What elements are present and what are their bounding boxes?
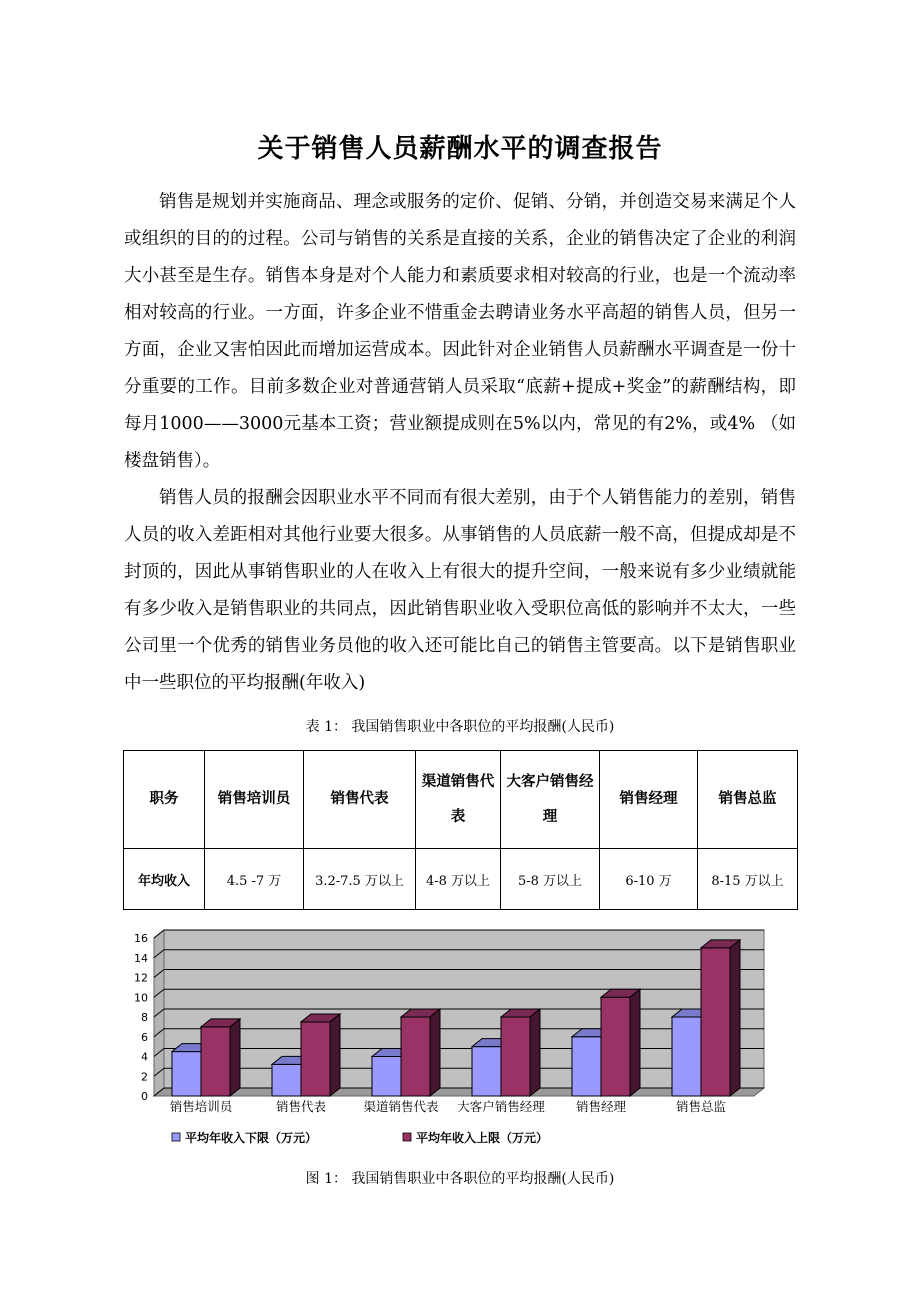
paragraph-salary-difference: 销售人员的报酬会因职业水平不同而有很大差别，由于个人销售能力的差别，销售人员的收入差距相对其他行业要大很多。从事销售的人员底薪一般不高，但提成却是不封顶的，因此从事销售职业的人在收入上有很大的提升空间，一般来说有多少业绩就能有多少收入是销售职业的共同点，因此销售职业收入受职位高低的影响并不太大，一些公司里一个优秀的销售业务员他的收入还可能比自己的销售主管要高。以下是销售职业中一些职位的平均报酬(年收入) [124,488,796,693]
table-cell: 3.2-7.5 万以上 [304,849,416,910]
table-header-cell: 渠道销售代表 [416,751,501,849]
bar [572,1037,601,1096]
x-tick-label: 销售总监 [675,1099,727,1114]
bar-side [730,940,740,1096]
table-cell: 6-10 万 [600,849,698,910]
y-tick-label: 16 [134,932,148,945]
y-tick-label: 2 [141,1070,148,1084]
x-tick-label: 销售培训员 [169,1099,233,1114]
bar [372,1057,401,1097]
bar [172,1052,201,1096]
bar [501,1017,530,1096]
legend-swatch [403,1133,411,1141]
x-tick-label: 渠道销售代表 [363,1099,439,1114]
x-tick-label: 销售代表 [275,1099,327,1114]
salary-table [123,750,798,910]
y-tick-label: 14 [134,951,148,965]
paragraph-intro: 销售是规划并实施商品、理念或服务的定价、促销、分销，并创造交易来满足个人或组织的目的的过程。公司与销售的关系是直接的关系，企业的销售决定了企业的利润大小甚至是生存。销售本身是对个人能力和素质要求相对较高的行业，也是一个流动率相对较高的行业。一方面，许多企业不惜重金去聘请业务水平高超的销售人员，但另一方面，企业又害怕因此而增加运营成本。因此针对企业销售人员薪酬水平调查是一份十分重要的工作。目前多数企业对普通营销人员采取“底薪+提成+奖金”的薪酬结构，即每月1000——3000元基本工资；营业额提成则在5%以内，常见的有2%，或4% （如楼盘销售）。 [124,192,796,471]
bar [201,1027,230,1096]
y-tick-label: 12 [134,971,148,985]
bar [272,1064,301,1096]
y-tick-label: 0 [141,1090,148,1103]
bar-side [430,1009,440,1096]
table-header-cell: 销售培训员 [205,751,304,849]
table-cell: 5-8 万以上 [501,849,600,910]
legend-swatch [172,1133,180,1141]
bar [601,997,630,1096]
x-tick-label: 销售经理 [575,1099,627,1114]
bar-side [330,1014,340,1096]
bar [672,1017,701,1096]
y-tick-label: 4 [141,1050,148,1064]
bar-side [530,1009,540,1096]
table-cell: 4.5 -7 万 [205,849,304,910]
y-tick-label: 10 [134,991,148,1005]
figure-caption: 图 1： 我国销售职业中各职位的平均报酬(人民币) [305,1171,615,1187]
table-header-cell: 销售经理 [600,751,698,849]
table-header-cell: 销售代表 [304,751,416,849]
bar [401,1017,430,1096]
table-row-label: 年均收入 [124,849,205,910]
legend-label: 平均年收入下限（万元） [185,1131,318,1145]
table-header-cell: 销售总监 [698,751,798,849]
table-header-cell: 大客户销售经理 [501,751,600,849]
table-header-row [124,751,798,849]
table-cell: 8-15 万以上 [698,849,798,910]
table-caption: 表 1： 我国销售职业中各职位的平均报酬(人民币) [305,719,615,735]
bar [472,1047,501,1096]
page-title: 关于销售人员薪酬水平的调查报告 [257,134,663,164]
y-tick-label: 6 [141,1030,148,1044]
y-tick-label: 8 [141,1011,148,1024]
table-cell: 4-8 万以上 [416,849,501,910]
table-header-cell: 职务 [124,751,205,849]
x-tick-label: 大客户销售经理 [457,1099,545,1114]
bar-side [630,989,640,1096]
salary-bar-chart [118,928,778,1158]
bar [701,948,730,1096]
bar-side [230,1019,240,1096]
table-row [124,849,798,910]
legend-label: 平均年收入上限（万元） [416,1131,549,1145]
bar [301,1022,330,1096]
